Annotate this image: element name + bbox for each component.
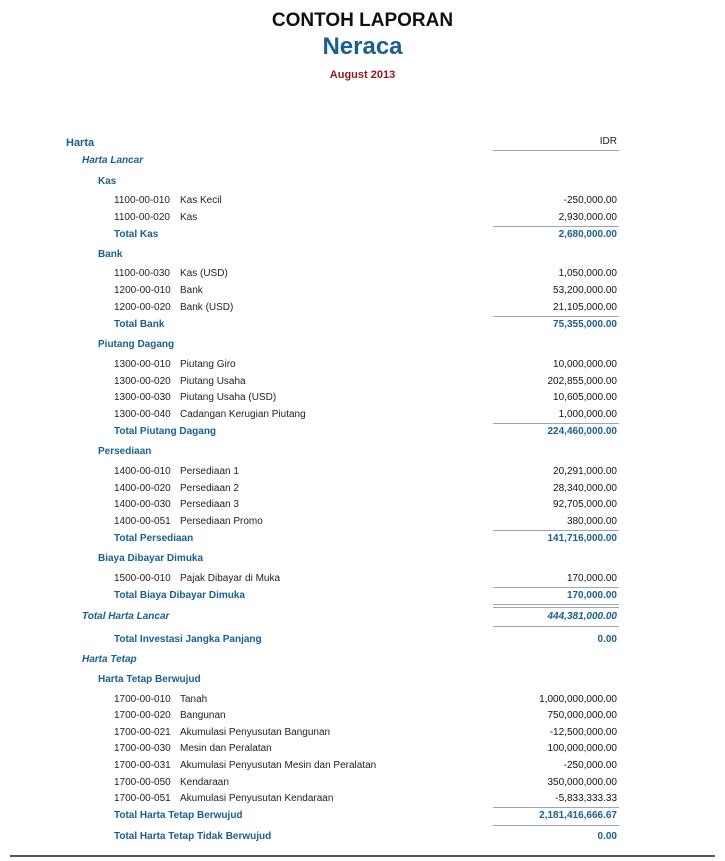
account-name: Akumulasi Penyusutan Mesin dan Peralatan [180, 760, 377, 771]
total-row [0, 632, 725, 648]
total-harta-lancar-label: Total Harta Lancar [82, 611, 170, 622]
table-row [0, 741, 725, 757]
total-label: Total Persediaan [114, 533, 194, 544]
harta-heading: Harta [66, 137, 95, 149]
total-label: Total Kas [114, 229, 159, 240]
total-label: Total Piutang Dagang [114, 426, 217, 437]
account-value: 750,000,000.00 [547, 710, 617, 721]
grand-total-underline [493, 626, 619, 627]
account-name: Cadangan Kerugian Piutang [180, 409, 306, 420]
section-heading [0, 153, 725, 169]
account-value: 10,605,000.00 [553, 392, 617, 403]
account-name: Bangunan [180, 710, 226, 721]
total-label: Total Harta Tetap Berwujud [114, 810, 243, 821]
page-bottom-rule [10, 855, 715, 857]
account-name: Persediaan Promo [180, 516, 263, 527]
account-code: 1700-00-031 [114, 760, 171, 771]
account-name: Kendaraan [180, 777, 229, 788]
total-row [0, 588, 725, 604]
table-row [0, 775, 725, 791]
account-value: 53,200,000.00 [553, 285, 617, 296]
group-heading [0, 551, 725, 567]
account-code: 1700-00-010 [114, 694, 171, 705]
account-name: Kas Kecil [180, 195, 222, 206]
table-row [0, 571, 725, 587]
harta-lancar-heading: Harta Lancar [82, 155, 144, 166]
kas-heading: Kas [98, 176, 117, 187]
total-row [0, 424, 725, 440]
table-row [0, 758, 725, 774]
report-period: August 2013 [329, 69, 396, 81]
account-value: 380,000.00 [566, 516, 617, 527]
total-row [0, 227, 725, 243]
account-code: 1300-00-020 [114, 376, 171, 387]
total-value: 2,680,000.00 [558, 229, 617, 240]
total-row [0, 829, 725, 845]
total-value: 170,000.00 [566, 590, 617, 601]
table-row [0, 692, 725, 708]
table-row [0, 390, 725, 406]
account-name: Bank [180, 285, 203, 296]
group-heading [0, 444, 725, 460]
biaya-heading: Biaya Dibayar Dimuka [98, 553, 204, 564]
account-value: 20,291,000.00 [553, 466, 617, 477]
account-name: Piutang Usaha (USD) [180, 392, 277, 403]
account-code: 1300-00-030 [114, 392, 171, 403]
account-code: 1700-00-021 [114, 727, 171, 738]
account-value: 21,105,000.00 [553, 302, 617, 313]
total-value: 2,181,416,666.67 [539, 810, 617, 821]
group-heading [0, 247, 725, 263]
account-name: Pajak Dibayar di Muka [180, 573, 281, 584]
total-value: 141,716,000.00 [547, 533, 617, 544]
account-code: 1300-00-040 [114, 409, 171, 420]
total-label: Total Biaya Dibayar Dimuka [114, 590, 245, 601]
account-value: -12,500,000.00 [549, 727, 617, 738]
account-code: 1300-00-010 [114, 359, 171, 370]
currency-underline [493, 150, 619, 151]
table-row [0, 791, 725, 807]
account-value: 10,000,000.00 [553, 359, 617, 370]
currency-label: IDR [599, 136, 617, 147]
account-value: -250,000.00 [563, 760, 617, 771]
table-row [0, 300, 725, 316]
group-heading [0, 337, 725, 353]
account-code: 1200-00-020 [114, 302, 171, 313]
table-row [0, 357, 725, 373]
account-name: Kas [180, 212, 198, 223]
account-name: Persediaan 1 [180, 466, 239, 477]
group-heading [0, 174, 725, 190]
investasi-value: 0.00 [597, 634, 617, 645]
section-heading [0, 652, 725, 668]
account-code: 1100-00-020 [114, 212, 170, 223]
account-code: 1700-00-030 [114, 743, 171, 754]
account-value: 2,930,000.00 [558, 212, 617, 223]
table-row [0, 497, 725, 513]
persediaan-heading: Persediaan [98, 446, 152, 457]
account-name: Bank (USD) [180, 302, 234, 313]
account-value: 1,000,000.00 [558, 409, 617, 420]
total-value: 224,460,000.00 [547, 426, 617, 437]
table-row [0, 210, 725, 226]
tidak-berwujud-label: Total Harta Tetap Tidak Berwujud [114, 831, 272, 842]
account-code: 1700-00-020 [114, 710, 171, 721]
total-label: Total Bank [114, 319, 165, 330]
account-value: 1,000,000,000.00 [539, 694, 617, 705]
grand-total-row [0, 609, 725, 625]
account-value: 170,000.00 [566, 573, 617, 584]
total-underline [493, 825, 619, 826]
table-row [0, 725, 725, 741]
account-name: Akumulasi Penyusutan Kendaraan [180, 793, 334, 804]
account-code: 1500-00-010 [114, 573, 171, 584]
harta-tetap-heading: Harta Tetap [82, 654, 137, 665]
account-code: 1200-00-010 [114, 285, 171, 296]
report-subtitle: Neraca [322, 33, 403, 60]
account-value: 202,855,000.00 [547, 376, 617, 387]
account-name: Tanah [180, 694, 208, 705]
total-row [0, 808, 725, 824]
account-code: 1400-00-051 [114, 516, 171, 527]
table-row [0, 481, 725, 497]
account-name: Kas (USD) [180, 268, 228, 279]
total-value: 75,355,000.00 [553, 319, 617, 330]
account-code: 1400-00-030 [114, 499, 171, 510]
account-value: 350,000,000.00 [547, 777, 617, 788]
account-name: Persediaan 2 [180, 483, 239, 494]
group-heading [0, 672, 725, 688]
account-value: 100,000,000.00 [547, 743, 617, 754]
table-row [0, 407, 725, 423]
table-row [0, 374, 725, 390]
table-row [0, 708, 725, 724]
account-name: Piutang Giro [180, 359, 236, 370]
tidak-berwujud-value: 0.00 [597, 831, 617, 842]
total-row [0, 317, 725, 333]
report-title: CONTOH LAPORAN [271, 10, 454, 31]
account-name: Persediaan 3 [180, 499, 239, 510]
account-value: 28,340,000.00 [553, 483, 617, 494]
total-row [0, 531, 725, 547]
account-value: 92,705,000.00 [553, 499, 617, 510]
table-row [0, 193, 725, 209]
account-name: Mesin dan Peralatan [180, 743, 272, 754]
total-harta-lancar-value: 444,381,000.00 [547, 611, 617, 622]
grand-total-divider [493, 604, 619, 608]
account-value: -5,833,333.33 [555, 793, 617, 804]
table-row [0, 266, 725, 282]
investasi-label: Total Investasi Jangka Panjang [114, 634, 262, 645]
account-value: 1,050,000.00 [558, 268, 617, 279]
table-row [0, 464, 725, 480]
account-code: 1400-00-020 [114, 483, 171, 494]
account-code: 1400-00-010 [114, 466, 171, 477]
account-code: 1100-00-010 [114, 195, 170, 206]
account-name: Akumulasi Penyusutan Bangunan [180, 727, 331, 738]
account-value: -250,000.00 [563, 195, 617, 206]
piutang-heading: Piutang Dagang [98, 339, 175, 350]
berwujud-heading: Harta Tetap Berwujud [98, 674, 201, 685]
bank-heading: Bank [98, 249, 123, 260]
account-name: Piutang Usaha [180, 376, 246, 387]
account-code: 1700-00-051 [114, 793, 171, 804]
table-row [0, 283, 725, 299]
account-code: 1100-00-030 [114, 268, 170, 279]
account-code: 1700-00-050 [114, 777, 171, 788]
table-row [0, 514, 725, 530]
